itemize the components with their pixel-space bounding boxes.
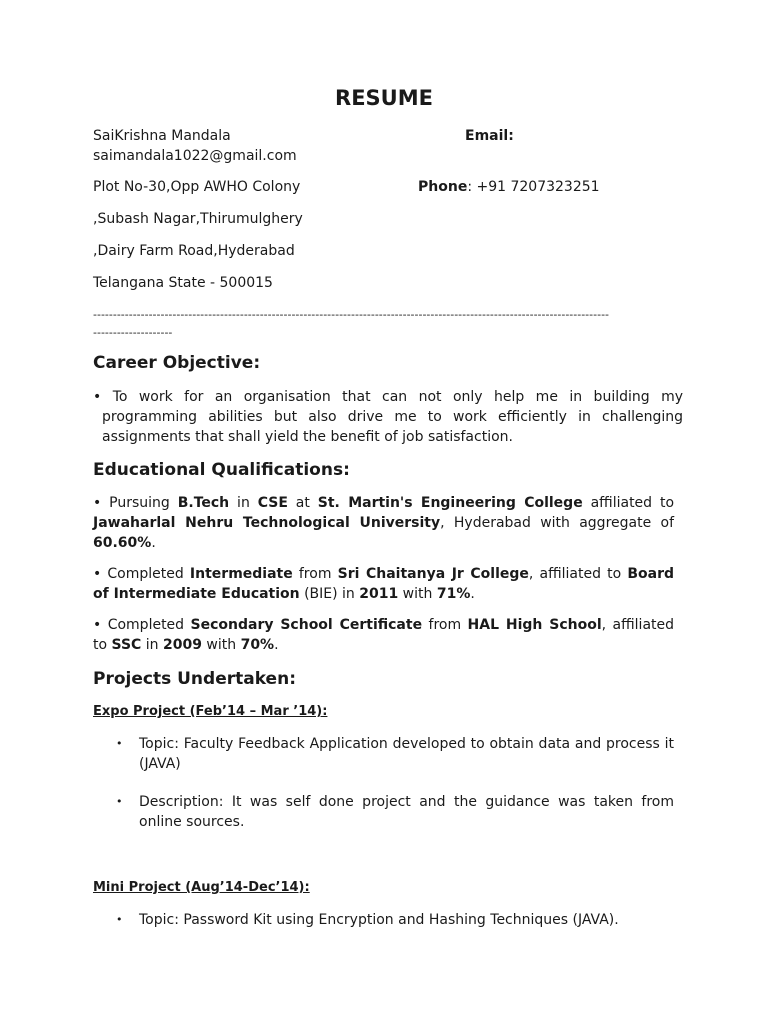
separator-line-2: --------------------: [93, 326, 173, 339]
mini-project-title: Mini Project (Aug’14-Dec’14):: [93, 880, 310, 895]
phone-number: : +91 7207323251: [467, 179, 600, 195]
document-title: RESUME: [335, 86, 433, 110]
separator-line-1: ----------------------------------------------------------------------------------------------------------------------------------: [93, 308, 610, 321]
mini-project-topic: Topic: Password Kit using Encryption and Hashing Techniques (JAVA).: [139, 912, 619, 928]
address-line-3: ,Dairy Farm Road,Hyderabad: [93, 243, 295, 259]
address-line-2: ,Subash Nagar,Thirumulghery: [93, 211, 303, 227]
email-label: Email:: [465, 128, 514, 144]
expo-project-topic: Topic: Faculty Feedback Application developed to obtain data and process it (JAVA): [139, 736, 674, 772]
address-line-4: Telangana State - 500015: [93, 275, 273, 291]
address-line-1: Plot No-30,Opp AWHO Colony: [93, 179, 301, 195]
expo-project-title: Expo Project (Feb’14 – Mar ’14):: [93, 704, 328, 719]
projects-heading: Projects Undertaken:: [93, 669, 296, 689]
phone-label: Phone: [418, 179, 468, 195]
education-item-btech: • Pursuing B.Tech in CSE at St. Martin's Engineering College affiliated to Jawaharlal Nehru Technological University, Hyderabad with aggregate of 60.60%.: [93, 495, 675, 551]
career-objective-text: • To work for an organisation that can not only help me in building my programming abilities but also drive me to work efficiently in challenging assignments that shall yield the benefit of job satisfaction.: [93, 389, 683, 445]
email-address: saimandala1022@gmail.com: [93, 148, 297, 164]
candidate-name: SaiKrishna Mandala: [93, 128, 231, 144]
expo-project-description: Description: It was self done project and the guidance was taken from online sources.: [139, 794, 674, 830]
education-item-ssc: • Completed Secondary School Certificate from HAL High School, affiliated to SSC in 2009 with 70%.: [93, 617, 675, 653]
bullet-icon: •: [116, 795, 123, 808]
career-objective-heading: Career Objective:: [93, 353, 261, 373]
bullet-icon: •: [116, 737, 123, 750]
education-item-intermediate: • Completed Intermediate from Sri Chaitanya Jr College, affiliated to Board of Intermediate Education (BIE) in 2011 with 71%.: [93, 566, 675, 602]
phone-line: [418, 179, 600, 195]
bullet-icon: •: [116, 913, 123, 926]
education-heading: Educational Qualifications:: [93, 460, 350, 480]
